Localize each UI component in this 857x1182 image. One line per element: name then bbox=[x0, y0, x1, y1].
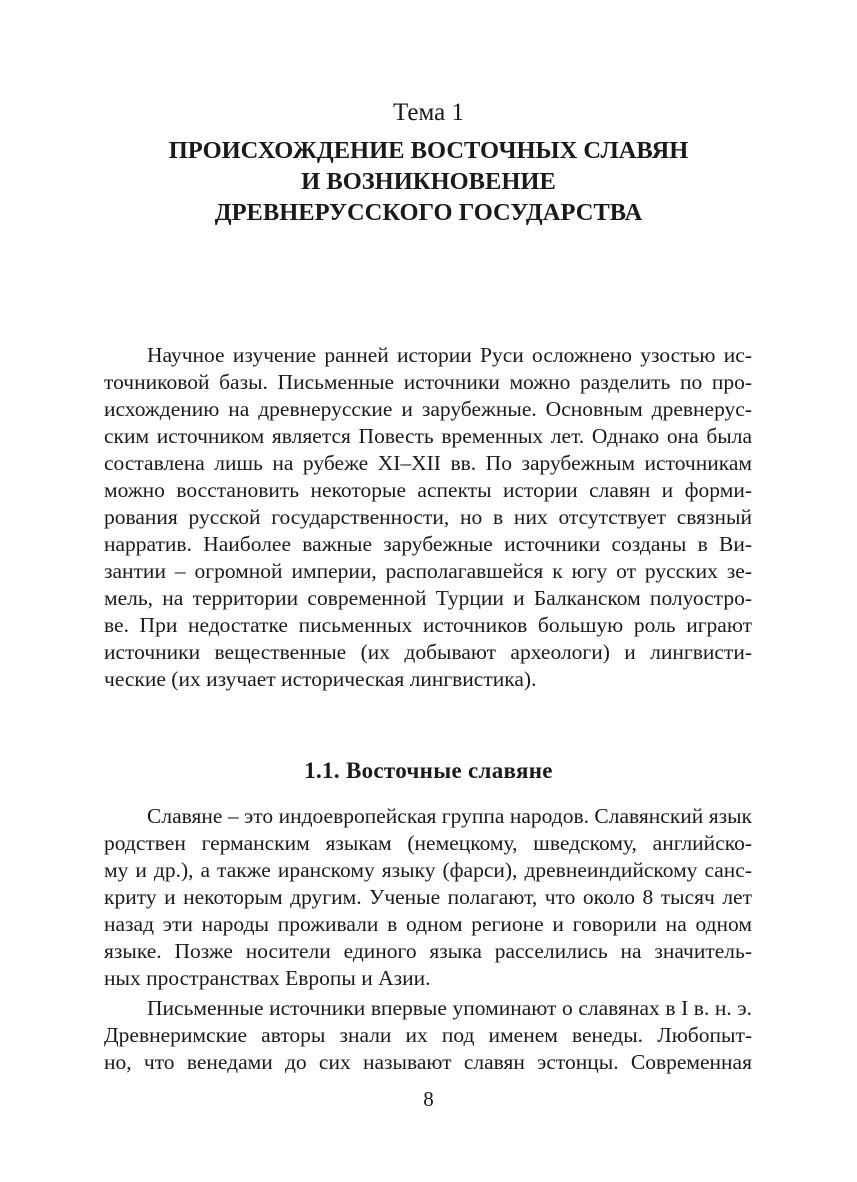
section-paragraph-line: родствен германским языкам (немецкому, шведскому, английско- bbox=[104, 831, 752, 855]
chapter-title-line: ДРЕВНЕРУССКОГО ГОСУДАРСТВА bbox=[214, 199, 643, 226]
chapter-title-line: И ВОЗНИКНОВЕНИЕ bbox=[301, 168, 556, 195]
chapter-title-line: ПРОИСХОЖДЕНИЕ ВОСТОЧНЫХ СЛАВЯН bbox=[168, 137, 689, 164]
section-paragraph-line: криту и некоторым другим. Ученые полагают, что около 8 тысяч лет bbox=[104, 885, 752, 909]
intro-paragraph-line: можно восстановить некоторые аспекты истории славян и форми- bbox=[104, 478, 752, 502]
intro-paragraph-line: мель, на территории современной Турции и Балканском полуостро- bbox=[104, 586, 752, 610]
chapter-title bbox=[0, 135, 857, 228]
topic-label: Тема 1 bbox=[393, 99, 464, 126]
intro-paragraph-line: составлена лишь на рубеже XI–XII вв. По зарубежным источникам bbox=[104, 451, 752, 475]
intro-paragraph-line: нарратив. Наиболее важные зарубежные источники созданы в Ви- bbox=[104, 532, 752, 556]
section-paragraph-line: ных пространствах Европы и Азии. bbox=[104, 966, 431, 990]
section-paragraph-line: му и др.), а также иранскому языку (фарси), древнеиндийскому санс- bbox=[104, 858, 752, 882]
intro-paragraph-line: исхождению на древнерусские и зарубежные. Основным древнерус- bbox=[104, 397, 752, 421]
section-paragraph-line: Древнеримские авторы знали их под именем венеды. Любопыт- bbox=[104, 1023, 752, 1047]
intro-paragraph-line: ческие (их изучает историческая лингвистика). bbox=[104, 667, 537, 691]
intro-paragraph-line: ским источником является Повесть временных лет. Однако она была bbox=[104, 424, 752, 448]
intro-paragraph-line: ве. При недостатке письменных источников большую роль играют bbox=[104, 613, 752, 637]
section-paragraph-line: Письменные источники впервые упоминают о славянах в I в. н. э. bbox=[147, 996, 752, 1020]
intro-paragraph-line: источники вещественные (их добывают археологи) и лингвисти- bbox=[104, 640, 752, 664]
section-heading: 1.1. Восточные славяне bbox=[304, 758, 553, 783]
intro-paragraph-line: рования русской государственности, но в них отсутствует связный bbox=[104, 505, 752, 529]
section-paragraph-line: назад эти народы проживали в одном регионе и говорили на одном bbox=[104, 912, 752, 936]
section-paragraph-line: но, что венедами до сих называют славян эстонцы. Современная bbox=[104, 1050, 752, 1074]
page-number: 8 bbox=[423, 1087, 434, 1111]
section-paragraph-line: Славяне – это индоевропейская группа народов. Славянский язык bbox=[147, 804, 752, 828]
section-paragraph-line: языке. Позже носители единого языка расселились на значитель- bbox=[104, 939, 752, 963]
intro-paragraph-line: зантии – огромной империи, располагавшейся к югу от русских зе- bbox=[104, 559, 752, 583]
intro-paragraph-line: Научное изучение ранней истории Руси осложнено узостью ис- bbox=[147, 343, 752, 367]
intro-paragraph-line: точниковой базы. Письменные источники можно разделить по про- bbox=[104, 370, 752, 394]
